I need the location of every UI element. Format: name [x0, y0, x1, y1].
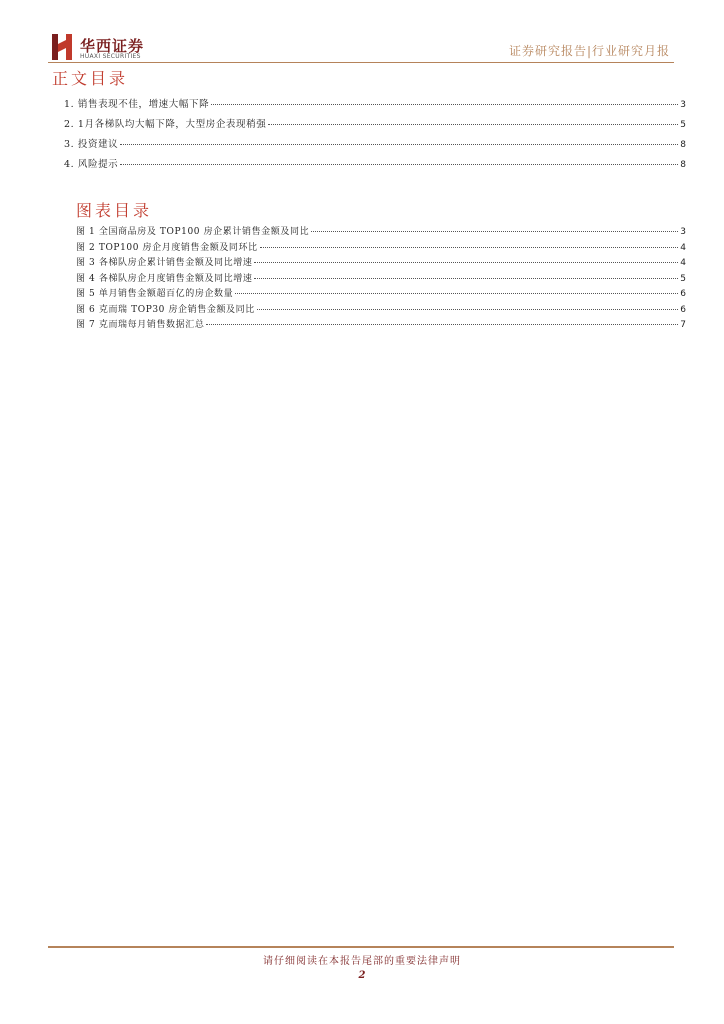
toc-entry-text: 3. 投资建议: [64, 139, 119, 150]
legal-disclaimer: 请仔细阅读在本报告尾部的重要法律声明: [263, 956, 461, 967]
figure-entry-page: 6: [680, 304, 686, 315]
figure-entry-text: 图 4 各梯队房企月度销售金额及同比增速: [76, 273, 253, 284]
figure-entry[interactable]: [76, 302, 686, 318]
page-number: 2: [358, 970, 366, 981]
toc-entry-page: 5: [680, 120, 686, 130]
figure-entry[interactable]: [76, 240, 686, 256]
toc-leader: [268, 124, 678, 125]
toc-entry-page: 8: [680, 140, 686, 150]
toc-leader: [257, 309, 678, 310]
figures-list: [76, 224, 686, 333]
footer-divider: [48, 946, 674, 948]
toc-leader: [254, 278, 678, 279]
figure-entry-page: 4: [680, 242, 686, 253]
brand-name: 华西证券: [80, 37, 145, 55]
toc-leader: [211, 104, 678, 105]
figure-entry[interactable]: [76, 271, 686, 287]
toc-entry[interactable]: [64, 116, 686, 136]
toc-entry-text: 1. 销售表现不佳，增速大幅下降: [64, 99, 210, 110]
figure-entry-page: 6: [680, 289, 686, 299]
huaxi-logo-icon: [52, 34, 76, 60]
contents-list: [64, 96, 686, 176]
figure-entry-text: 图 7 克而瑞每月销售数据汇总: [76, 320, 205, 330]
toc-leader: [311, 231, 678, 232]
brand-name-en: HUAXI SECURITIES: [80, 53, 141, 60]
toc-leader: [120, 144, 678, 145]
figure-entry-page: 7: [680, 320, 686, 330]
figure-entry[interactable]: [76, 224, 686, 240]
figure-entry-text: 图 5 单月销售金额超百亿的房企数量: [76, 289, 234, 299]
figure-entry[interactable]: [76, 317, 686, 333]
toc-leader: [206, 324, 678, 325]
contents-title: 正文目录: [52, 69, 129, 88]
report-type-label: 证券研究报告|行业研究月报: [508, 44, 670, 58]
figure-entry-text: 图 2 TOP100 房企月度销售金额及同环比: [76, 242, 258, 253]
toc-leader: [254, 262, 678, 263]
toc-entry[interactable]: [64, 96, 686, 116]
figure-entry[interactable]: [76, 255, 686, 271]
figure-entry-text: 图 1 全国商品房及 TOP100 房企累计销售金额及同比: [76, 227, 310, 237]
figure-entry-text: 图 6 克而瑞 TOP30 房企销售金额及同比: [76, 304, 255, 315]
toc-entry-text: 4. 风险提示: [64, 159, 119, 170]
toc-entry[interactable]: [64, 156, 686, 176]
toc-leader: [235, 293, 678, 294]
figure-entry-page: 5: [680, 273, 686, 284]
header-divider: [48, 62, 674, 63]
figure-entry-text: 图 3 各梯队房企累计销售金额及同比增速: [76, 258, 253, 268]
toc-leader: [120, 164, 678, 165]
figure-entry-page: 4: [680, 258, 686, 268]
toc-entry-text: 2. 1月各梯队均大幅下降，大型房企表现稍强: [64, 119, 267, 130]
toc-entry-page: 3: [680, 100, 686, 110]
figure-entry[interactable]: [76, 286, 686, 302]
toc-entry[interactable]: [64, 136, 686, 156]
toc-leader: [260, 247, 679, 248]
figures-title: 图表目录: [76, 201, 153, 220]
toc-entry-page: 8: [680, 160, 686, 170]
figure-entry-page: 3: [680, 227, 686, 237]
